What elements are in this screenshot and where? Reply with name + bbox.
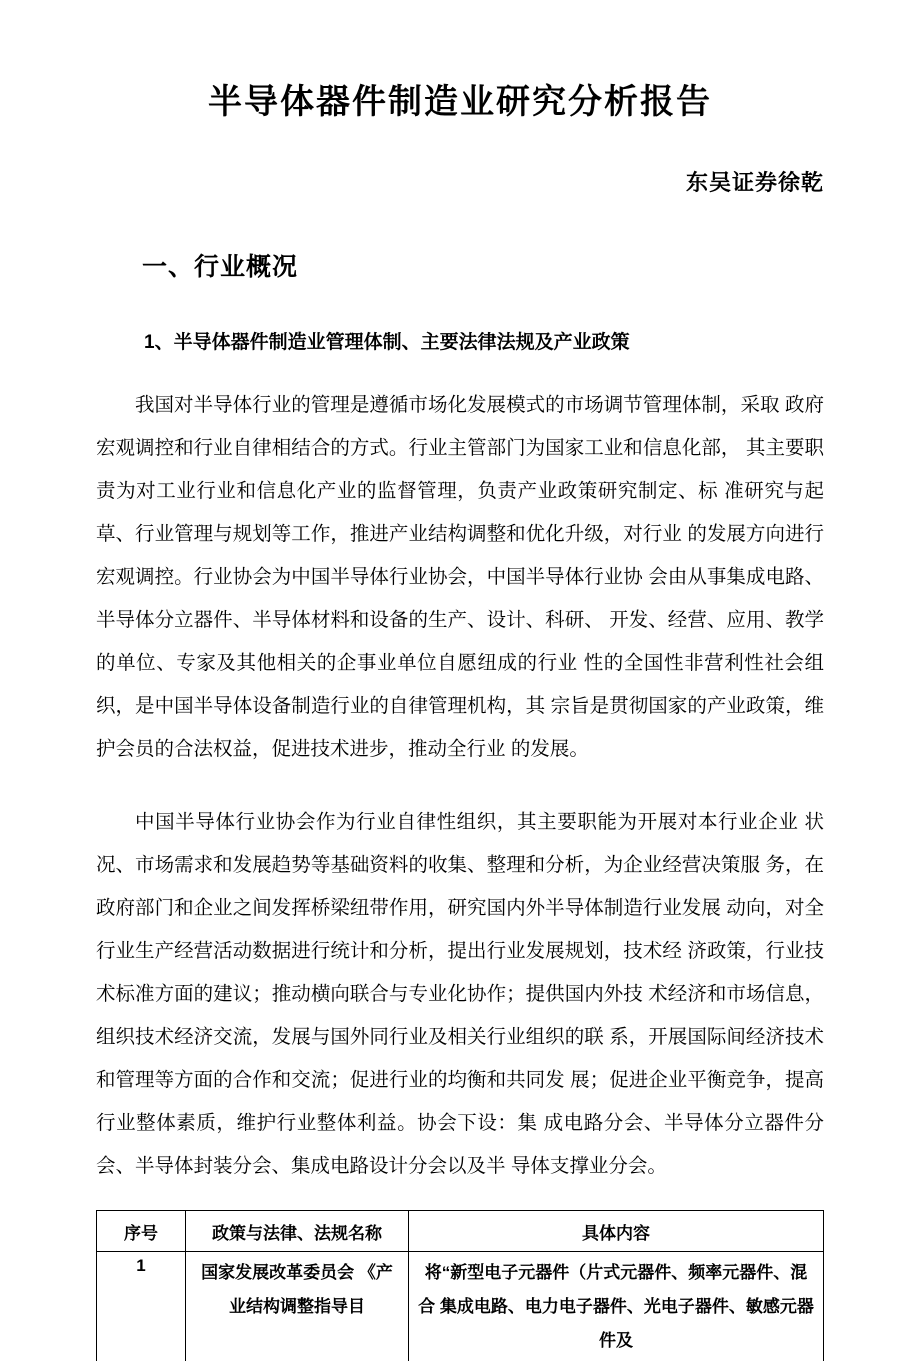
policy-table bbox=[96, 1210, 824, 1361]
paragraph-industry-management: 我国对半导体行业的管理是遵循市场化发展模式的市场调节管理体制，采取 政府宏观调控和行业自律相结合的方式。行业主管部门为国家工业和信息化部， 其主要职责为对工业行业和信息化产业的监督管理，负责产业政策研究制定、标 准研究与起草、行业管理与规划等工作，推进产业结构调整和优化升级，对行业 的发展方向进行宏观调控。行业协会为中国半导体行业协会，中国半导体行业协 会由从事集成电路、半导体分立器件、半导体材料和设备的生产、设计、科研、 开发、经营、应用、教学的单位、专家及其他相关的企事业单位自愿纽成的行业 性的全国性非营利性社会组织，是中国半导体设备制造行业的自律管理机构，其 宗旨是贯彻国家的产业政策，维护会员的合法权益，促进技术进步，推动全行业 的发展。 bbox=[96, 394, 824, 761]
cell-policy-name: 国家发展改革委员会 《产业结构调整指导目 bbox=[186, 1252, 409, 1361]
byline: 东吴证券徐乾 bbox=[685, 170, 824, 196]
column-header-seq-no: 序号 bbox=[97, 1211, 186, 1252]
subsection-heading: 1、半导体器件制造业管理体制、主要法律法规及产业政策 bbox=[144, 332, 630, 354]
document-title: 半导体器件制造业研究分析报告 bbox=[208, 83, 712, 121]
policy-table-header-row bbox=[97, 1211, 824, 1252]
paragraph-association-functions: 中国半导体行业协会作为行业自律性组织，其主要职能为开展对本行业企业 状况、市场需求和发展趋势等基础资料的收集、整理和分析，为企业经营决策服 务，在政府部门和企业之间发挥桥梁纽带作用，研究国内外半导体制造行业发展 动向，对全行业生产经营活动数据进行统计和分析，提出行业发展规划，技术经 济政策，行业技术标准方面的建议；推动横向联合与专业化协作；提供国内外技 术经济和市场信息，组织技术经济交流，发展与国外同行业及相关行业组织的联 系，开展国际间经济技术和管理等方面的合作和交流；促进行业的均衡和共同发 展；促进企业平衡竞争，提高行业整体素质，维护行业整体利益。协会下设：集 成电路分会、半导体分立器件分会、半导体封装分会、集成电路设计分会以及半 导体支撑业分会。 bbox=[96, 811, 824, 1178]
column-header-policy-name: 政策与法律、法规名称 bbox=[186, 1211, 409, 1252]
column-header-detail: 具体内容 bbox=[409, 1211, 824, 1252]
table-row bbox=[97, 1252, 824, 1361]
cell-policy-detail: 将“新型电子元器件（片式元器件、频率元器件、混合 集成电路、电力电子器件、光电子器件、敏感元器件及 bbox=[409, 1252, 824, 1361]
section-heading: 一、行业概况 bbox=[142, 253, 299, 282]
cell-seq-no: 1 bbox=[97, 1252, 186, 1361]
